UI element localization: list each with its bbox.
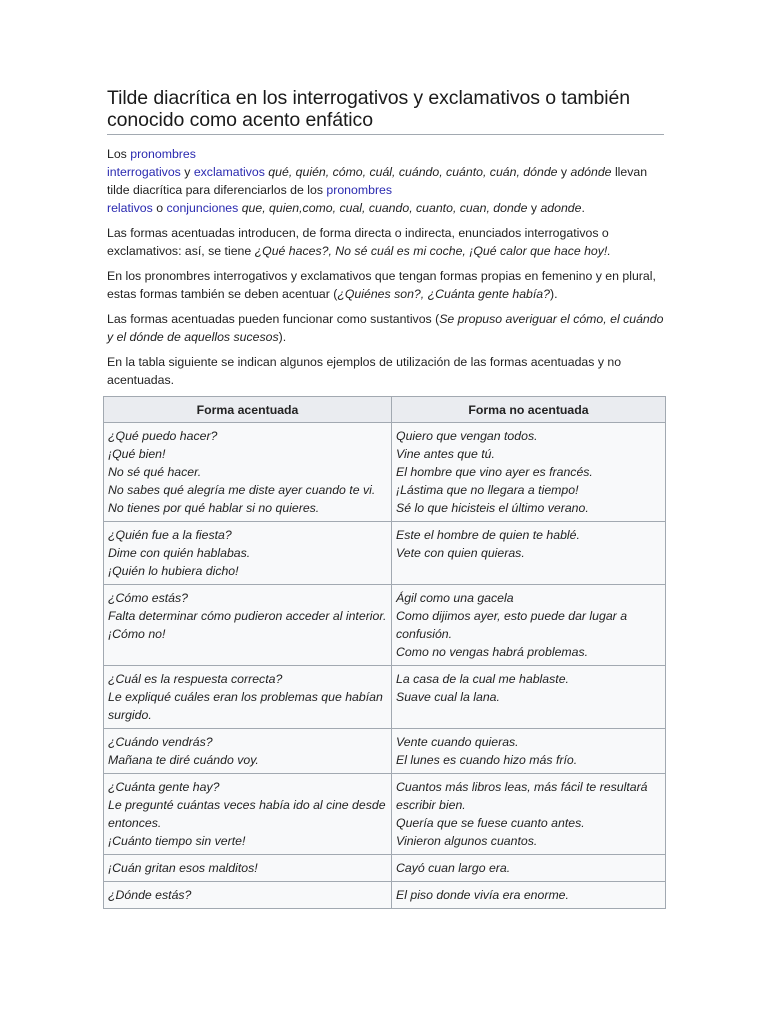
cell-forma-no-acentuada xyxy=(392,666,666,729)
p3-end: ). xyxy=(549,287,558,301)
intro-text-11: . xyxy=(581,201,585,215)
example-sentence: ¿Quién fue a la fiesta? xyxy=(108,528,232,542)
header-forma-no-acentuada: Forma no acentuada xyxy=(392,397,666,423)
example-sentence: Este el hombre de quien te hablé. xyxy=(396,528,580,542)
cell-forma-no-acentuada xyxy=(392,774,666,855)
example-sentence: Cuantos más libros leas, más fácil te resultará escribir bien. xyxy=(396,780,648,812)
cell-forma-acentuada xyxy=(104,666,392,729)
header-forma-acentuada: Forma acentuada xyxy=(104,397,392,423)
examples-table xyxy=(103,396,666,909)
cell-forma-no-acentuada xyxy=(392,855,666,882)
table-row xyxy=(104,423,666,522)
p4-end: ). xyxy=(278,330,287,344)
paragraph-3 xyxy=(107,267,664,303)
cell-forma-acentuada xyxy=(104,522,392,585)
page-title: Tilde diacrítica en los interrogativos y exclamativos o también conocido como acento enfático xyxy=(107,87,664,135)
intro-text-1: Los xyxy=(107,147,131,161)
table-row xyxy=(104,585,666,666)
cell-forma-acentuada xyxy=(104,423,392,522)
p3-text: En los pronombres interrogativos y exclamativos que tengan formas propias en femenino y en plural, estas formas también se deben acentuar ( xyxy=(107,269,656,301)
example-sentence: Quería que se fuese cuanto antes. xyxy=(396,816,585,830)
paragraph-5 xyxy=(107,353,664,389)
example-sentence: No tienes por qué hablar si no quieres. xyxy=(108,501,320,515)
p4-text: Las formas acentuadas pueden funcionar como sustantivos ( xyxy=(107,312,440,326)
example-sentence: Quiero que vengan todos. xyxy=(396,429,538,443)
example-sentence: Como dijimos ayer, esto puede dar lugar a confusión. xyxy=(396,609,628,641)
example-sentence: ¿Qué puedo hacer? xyxy=(108,429,218,443)
p2-text: Las formas acentuadas introducen, de forma directa o indirecta, enunciados interrogativos o exclamativos: así, se tiene xyxy=(107,226,609,258)
example-sentence: ¿Cuándo vendrás? xyxy=(108,735,213,749)
cell-forma-no-acentuada xyxy=(392,585,666,666)
paragraph-4 xyxy=(107,310,664,346)
example-sentence: Vete con quien quieras. xyxy=(396,546,525,560)
example-sentence: El piso donde vivía era enorme. xyxy=(396,888,569,902)
example-sentence: ¿Cuál es la respuesta correcta? xyxy=(108,672,283,686)
cell-forma-no-acentuada xyxy=(392,522,666,585)
cell-forma-acentuada xyxy=(104,855,392,882)
link-pronombres-2[interactable]: pronombres xyxy=(326,183,393,197)
example-sentence: ¡Cuánto tiempo sin verte! xyxy=(108,834,246,848)
intro-text-7: o xyxy=(152,201,167,215)
table-row xyxy=(104,522,666,585)
cell-forma-no-acentuada xyxy=(392,423,666,522)
example-sentence: El lunes es cuando hizo más frío. xyxy=(396,753,578,767)
p4-italic: Se propuso averiguar el cómo, el cuándo y el dónde de aquellos sucesos xyxy=(107,312,664,344)
example-sentence: ¡Qué bien! xyxy=(108,447,166,461)
link-interrogativos[interactable]: interrogativos xyxy=(107,165,181,179)
example-sentence: No sé qué hacer. xyxy=(108,465,202,479)
example-sentence: El hombre que vino ayer es francés. xyxy=(396,465,593,479)
example-sentence: No sabes qué alegría me diste ayer cuando te vi. xyxy=(108,483,376,497)
table-row xyxy=(104,774,666,855)
intro-italic-2: adónde xyxy=(570,165,612,179)
example-sentence: La casa de la cual me hablaste. xyxy=(396,672,569,686)
article xyxy=(107,87,664,909)
link-pronombres[interactable]: pronombres xyxy=(130,147,196,161)
intro-italic-1: qué, quién, cómo, cuál, cuándo, cuánto, cuán, dónde xyxy=(264,165,558,179)
example-sentence: Vente cuando quieras. xyxy=(396,735,519,749)
intro-italic-4: adonde xyxy=(540,201,582,215)
example-sentence: ¿Dónde estás? xyxy=(108,888,192,902)
example-sentence: Mañana te diré cuándo voy. xyxy=(108,753,259,767)
example-sentence: Ágil como una gacela xyxy=(396,591,514,605)
cell-forma-acentuada xyxy=(104,585,392,666)
example-sentence: ¿Cuánta gente hay? xyxy=(108,780,220,794)
p2-italic: ¿Qué haces?, No sé cuál es mi coche, ¡Qué calor que hace hoy!. xyxy=(254,244,611,258)
link-exclamativos[interactable]: exclamativos xyxy=(193,165,265,179)
table-row xyxy=(104,666,666,729)
example-sentence: ¡Cuán gritan esos malditos! xyxy=(108,861,258,875)
intro-italic-3: que, quien,como, cual, cuando, cuanto, cuan, donde xyxy=(238,201,528,215)
example-sentence: Suave cual la lana. xyxy=(396,690,500,704)
paragraph-2 xyxy=(107,224,664,260)
intro-paragraph xyxy=(107,145,664,217)
example-sentence: ¿Cómo estás? xyxy=(108,591,188,605)
example-sentence: Como no vengas habrá problemas. xyxy=(396,645,589,659)
example-sentence: Vinieron algunos cuantos. xyxy=(396,834,538,848)
link-relativos[interactable]: relativos xyxy=(107,201,153,215)
cell-forma-acentuada xyxy=(104,729,392,774)
table-body xyxy=(104,423,666,909)
example-sentence: Sé lo que hicisteis el último verano. xyxy=(396,501,589,515)
link-conjunciones[interactable]: conjunciones xyxy=(166,201,239,215)
example-sentence: ¡Lástima que no llegara a tiempo! xyxy=(396,483,579,497)
cell-forma-no-acentuada xyxy=(392,729,666,774)
intro-text-2: y xyxy=(180,165,194,179)
example-sentence: Vine antes que tú. xyxy=(396,447,495,461)
cell-forma-no-acentuada xyxy=(392,882,666,909)
cell-forma-acentuada xyxy=(104,774,392,855)
intro-text-9: y xyxy=(527,201,541,215)
cell-forma-acentuada xyxy=(104,882,392,909)
example-sentence: Falta determinar cómo pudieron acceder al interior. xyxy=(108,609,387,623)
example-sentence: Cayó cuan largo era. xyxy=(396,861,511,875)
table-row xyxy=(104,882,666,909)
intro-text-6: llevan tilde diacrítica para diferenciarlos de los xyxy=(107,165,648,197)
p3-italic: ¿Quiénes son?, ¿Cuánta gente había? xyxy=(337,287,550,301)
example-sentence: Dime con quién hablabas. xyxy=(108,546,251,560)
intro-text-4: y xyxy=(557,165,571,179)
table-row xyxy=(104,855,666,882)
table-row xyxy=(104,729,666,774)
table-header-row xyxy=(104,397,666,423)
example-sentence: ¡Quién lo hubiera dicho! xyxy=(108,564,239,578)
example-sentence: Le pregunté cuántas veces había ido al cine desde entonces. xyxy=(108,798,386,830)
example-sentence: Le expliqué cuáles eran los problemas que habían surgido. xyxy=(108,690,383,722)
example-sentence: ¡Cómo no! xyxy=(108,627,166,641)
p5-text: En la tabla siguiente se indican algunos ejemplos de utilización de las formas acentuadas y no acentuadas. xyxy=(107,355,622,387)
